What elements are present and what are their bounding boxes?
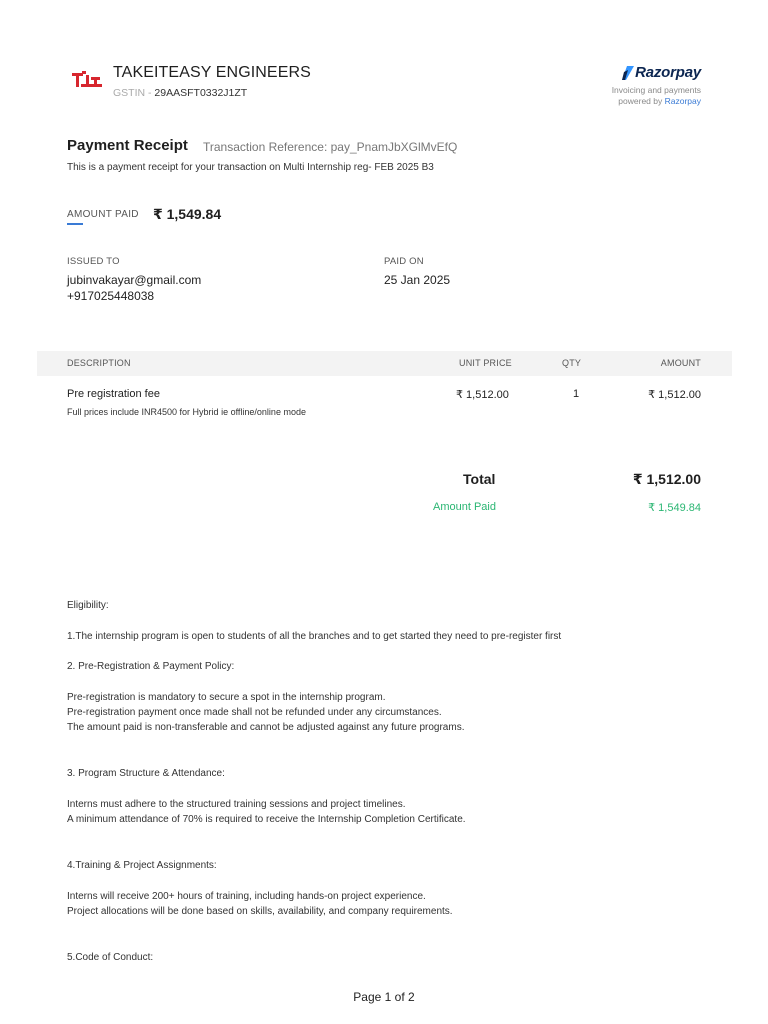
receipt-title: Payment Receipt bbox=[67, 137, 188, 154]
total-label: Total bbox=[463, 471, 496, 487]
amount-paid-summary-label: Amount Paid bbox=[433, 501, 496, 513]
row-qty: 1 bbox=[573, 388, 580, 400]
policy-text-2: Pre-registration payment once made shall not be refunded under any circumstances. bbox=[67, 707, 442, 719]
issued-to-phone: +917025448038 bbox=[67, 289, 155, 303]
paid-on-label: PAID ON bbox=[384, 256, 424, 267]
razorpay-powered-by: powered by bbox=[618, 96, 665, 106]
row-unit-price: ₹ 1,512.00 bbox=[456, 389, 509, 401]
structure-text-2: A minimum attendance of 70% is required to receive the Internship Completion Certificate. bbox=[67, 814, 466, 826]
structure-text-1: Interns must adhere to the structured training sessions and project timelines. bbox=[67, 798, 406, 810]
row-amount: ₹ 1,512.00 bbox=[648, 389, 701, 401]
transaction-reference: Transaction Reference: pay_PnamJbXGlMvEfQ bbox=[203, 140, 458, 154]
amount-paid-value: ₹ 1,549.84 bbox=[153, 206, 222, 222]
amount-paid-summary-value: ₹ 1,549.84 bbox=[648, 502, 701, 514]
company-gstin bbox=[113, 87, 247, 99]
row-description: Pre registration fee bbox=[67, 388, 160, 400]
total-value: ₹ 1,512.00 bbox=[632, 471, 701, 487]
razorpay-logo bbox=[622, 64, 701, 81]
issued-to-label: ISSUED TO bbox=[67, 256, 120, 267]
razorpay-tagline-line1: Invoicing and payments bbox=[611, 85, 701, 95]
column-header-description: DESCRIPTION bbox=[67, 358, 131, 368]
structure-heading: 3. Program Structure & Attendance: bbox=[67, 768, 225, 780]
table-header bbox=[37, 351, 732, 376]
paid-on-date: 25 Jan 2025 bbox=[384, 273, 451, 287]
razorpay-link[interactable]: Razorpay bbox=[664, 96, 701, 106]
conduct-heading: 5.Code of Conduct: bbox=[67, 951, 154, 963]
razorpay-tagline bbox=[612, 85, 701, 107]
policy-heading: 2. Pre-Registration & Payment Policy: bbox=[67, 661, 235, 673]
receipt-description: This is a payment receipt for your transaction on Multi Internship reg- FEB 2025 B3 bbox=[67, 162, 434, 173]
razorpay-mark-icon bbox=[622, 66, 634, 80]
policy-text-3: The amount paid is non-transferable and cannot be adjusted against any future programs. bbox=[67, 722, 465, 734]
razorpay-logo-text: Razorpay bbox=[635, 64, 701, 81]
gstin-label: GSTIN - bbox=[113, 87, 155, 99]
column-header-qty: QTY bbox=[562, 358, 582, 368]
amount-paid-label: AMOUNT PAID bbox=[67, 209, 139, 220]
row-note: Full prices include INR4500 for Hybrid ie offline/online mode bbox=[67, 407, 306, 417]
company-name: TAKEITEASY ENGINEERS bbox=[113, 64, 311, 81]
issued-to-email: jubinvakayar@gmail.com bbox=[67, 273, 202, 287]
training-text-1: Interns will receive 200+ hours of training, including hands-on project experience. bbox=[67, 890, 426, 902]
eligibility-heading: Eligibility: bbox=[67, 600, 109, 611]
eligibility-text: 1.The internship program is open to students of all the branches and to get started they need to pre-register first bbox=[67, 630, 562, 642]
training-text-2: Project allocations will be done based on skills, availability, and company requirements. bbox=[67, 905, 453, 917]
terms-section bbox=[67, 598, 707, 965]
page-number: Page 1 of 2 bbox=[353, 990, 415, 1004]
policy-text-1: Pre-registration is mandatory to secure a spot in the internship program. bbox=[67, 691, 386, 703]
column-header-unit-price: UNIT PRICE bbox=[459, 358, 512, 368]
training-heading: 4.Training & Project Assignments: bbox=[67, 860, 217, 872]
company-logo-icon bbox=[72, 71, 102, 89]
amount-paid-underline bbox=[67, 223, 83, 225]
gstin-value: 29AASFT0332J1ZT bbox=[154, 87, 248, 99]
column-header-amount: AMOUNT bbox=[660, 358, 701, 368]
